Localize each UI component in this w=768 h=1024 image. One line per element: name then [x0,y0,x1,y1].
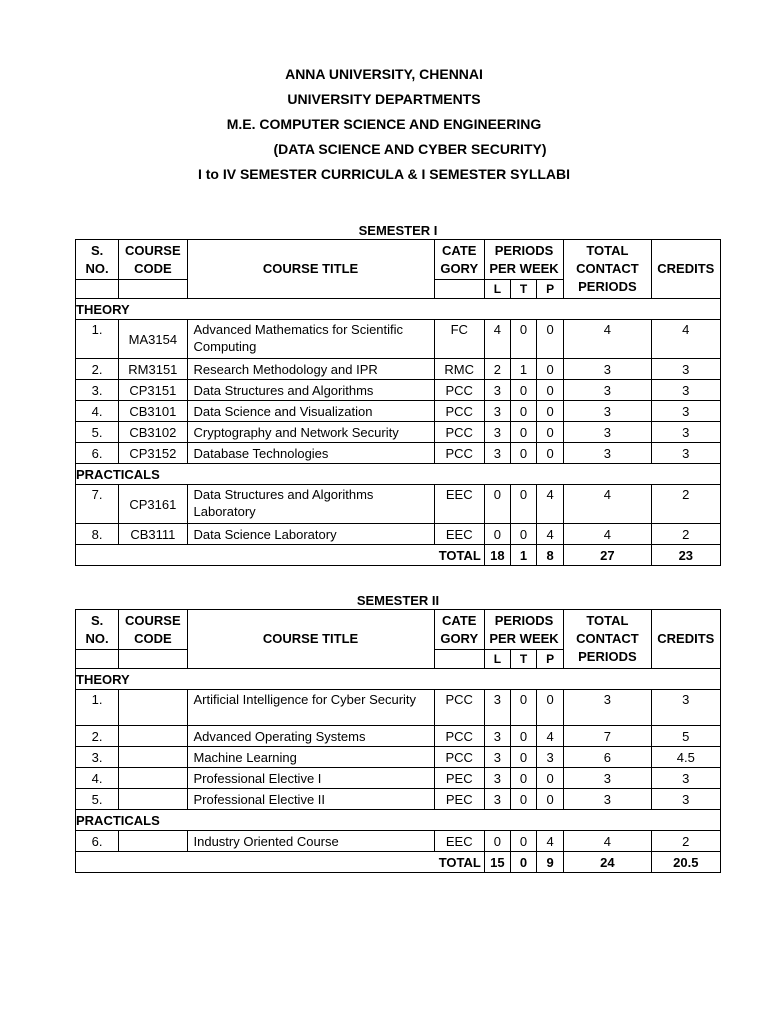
table-row [76,831,721,852]
cell-title: Professional Elective II [187,789,434,810]
cell-sno: 6. [76,443,119,464]
cell-code: CP3161 [119,485,187,524]
cell-credits: 2 [651,524,720,545]
cell-code [119,789,187,810]
cell-contact: 3 [564,768,651,789]
cell-p: 0 [537,380,564,401]
cell-sno: 4. [76,401,119,422]
cell-cat: RMC [434,359,484,380]
cell-p: 0 [537,359,564,380]
col-contact: TOTAL CONTACT PERIODS [564,610,651,669]
cell-sno: 3. [76,380,119,401]
cell-cat: PEC [434,789,484,810]
table-row [76,768,721,789]
departments-heading: UNIVERSITY DEPARTMENTS [287,91,481,107]
col-code: COURSE CODE [119,240,187,280]
cell-title: Data Structures and Algorithms Laboratory [187,485,434,524]
section-practicals-label: PRACTICALS [76,810,721,831]
cell-p: 4 [537,831,564,852]
cell-t: 0 [510,380,536,401]
cell-code: CB3102 [119,422,187,443]
cell-credits: 3 [651,768,720,789]
cell-l: 3 [484,422,510,443]
cell-t: 0 [510,726,536,747]
cell-credits: 3 [651,443,720,464]
cell-p: 0 [537,401,564,422]
cell-title: Machine Learning [187,747,434,768]
cell-t: 0 [510,747,536,768]
cell-cat: PEC [434,768,484,789]
section-practicals [76,810,721,831]
total-l: 15 [484,852,510,873]
col-credits: CREDITS [651,610,720,669]
table-row [76,789,721,810]
cell-code [119,831,187,852]
cell-l: 0 [484,485,510,524]
cell-sno: 4. [76,768,119,789]
col-code: COURSE CODE [119,610,187,650]
cell-credits: 3 [651,422,720,443]
col-p: P [537,650,564,669]
cell-sno: 1. [76,320,119,359]
cell-p: 4 [537,726,564,747]
col-sno: S. NO. [76,240,119,280]
cell-title: Advanced Operating Systems [187,726,434,747]
col-title: COURSE TITLE [187,610,434,669]
cell-p: 0 [537,320,564,359]
cell-t: 0 [510,831,536,852]
cell-code: RM3151 [119,359,187,380]
cell-contact: 3 [564,443,651,464]
total-label: TOTAL [76,545,485,566]
col-category: CATE GORY [434,610,484,650]
cell-title: Advanced Mathematics for Scientific Computing [187,320,434,359]
col-p: P [537,280,564,299]
cell-credits: 4.5 [651,747,720,768]
cell-contact: 3 [564,422,651,443]
section-practicals-label: PRACTICALS [76,464,721,485]
cell-credits: 3 [651,789,720,810]
cell-code: CP3152 [119,443,187,464]
section-practicals [76,464,721,485]
cell-cat: PCC [434,380,484,401]
cell-cat: PCC [434,401,484,422]
cell-sno: 5. [76,422,119,443]
table-row [76,359,721,380]
section-theory [76,299,721,320]
cell-title: Data Structures and Algorithms [187,380,434,401]
cell-credits: 3 [651,401,720,422]
cell-credits: 2 [651,831,720,852]
cell-l: 0 [484,831,510,852]
table-row [76,422,721,443]
cell-p: 0 [537,690,564,726]
cell-l: 3 [484,380,510,401]
cell-title: Industry Oriented Course [187,831,434,852]
cell-code [119,690,187,726]
cell-p: 0 [537,789,564,810]
specialization-heading: (DATA SCIENCE AND CYBER SECURITY) [273,141,547,157]
cell-title: Database Technologies [187,443,434,464]
table-row [76,747,721,768]
cell-p: 4 [537,524,564,545]
section-theory-label: THEORY [76,669,721,690]
cell-contact: 4 [564,524,651,545]
col-contact: TOTAL CONTACT PERIODS [564,240,651,299]
section-theory-label: THEORY [76,299,721,320]
table-row [76,726,721,747]
cell-t: 0 [510,320,536,359]
cell-l: 3 [484,401,510,422]
cell-l: 3 [484,690,510,726]
cell-sno: 3. [76,747,119,768]
cell-title: Professional Elective I [187,768,434,789]
cell-sno: 1. [76,690,119,726]
table-row [76,485,721,524]
cell-p: 0 [537,443,564,464]
cell-contact: 4 [564,831,651,852]
col-periods: PERIODS PER WEEK [484,610,563,650]
semester-1-table [75,239,721,566]
table-row [76,380,721,401]
col-credits: CREDITS [651,240,720,299]
total-credits: 20.5 [651,852,720,873]
total-credits: 23 [651,545,720,566]
cell-t: 0 [510,422,536,443]
cell-title: Cryptography and Network Security [187,422,434,443]
cell-title: Data Science and Visualization [187,401,434,422]
cell-cat: PCC [434,726,484,747]
cell-cat: EEC [434,831,484,852]
cell-contact: 7 [564,726,651,747]
total-l: 18 [484,545,510,566]
total-t: 0 [510,852,536,873]
cell-t: 0 [510,485,536,524]
col-t: T [510,650,536,669]
cell-code: MA3154 [119,320,187,359]
cell-l: 3 [484,768,510,789]
total-row [76,852,721,873]
cell-l: 3 [484,726,510,747]
cell-cat: PCC [434,422,484,443]
cell-credits: 3 [651,690,720,726]
cell-cat: EEC [434,524,484,545]
semester-1-title: SEMESTER I [358,223,438,238]
table-row [76,320,721,359]
total-t: 1 [510,545,536,566]
cell-contact: 3 [564,401,651,422]
total-contact: 24 [564,852,651,873]
cell-sno: 2. [76,359,119,380]
document-header [0,64,768,189]
cell-l: 4 [484,320,510,359]
cell-l: 3 [484,747,510,768]
cell-code: CB3111 [119,524,187,545]
cell-code [119,747,187,768]
col-l: L [484,280,510,299]
cell-t: 0 [510,690,536,726]
col-periods: PERIODS PER WEEK [484,240,563,280]
cell-cat: PCC [434,747,484,768]
cell-credits: 4 [651,320,720,359]
section-theory [76,669,721,690]
cell-sno: 2. [76,726,119,747]
cell-cat: FC [434,320,484,359]
cell-p: 3 [537,747,564,768]
cell-contact: 6 [564,747,651,768]
cell-credits: 3 [651,380,720,401]
cell-l: 0 [484,524,510,545]
cell-p: 4 [537,485,564,524]
col-title: COURSE TITLE [187,240,434,299]
cell-cat: EEC [434,485,484,524]
cell-sno: 7. [76,485,119,524]
col-category: CATE GORY [434,240,484,280]
cell-p: 0 [537,768,564,789]
table-row [76,690,721,726]
cell-l: 3 [484,789,510,810]
cell-credits: 5 [651,726,720,747]
table-row [76,524,721,545]
cell-contact: 3 [564,789,651,810]
cell-p: 0 [537,422,564,443]
cell-l: 3 [484,443,510,464]
cell-contact: 4 [564,485,651,524]
cell-t: 0 [510,443,536,464]
university-name: ANNA UNIVERSITY, CHENNAI [285,66,483,82]
cell-title: Research Methodology and IPR [187,359,434,380]
programme-heading: M.E. COMPUTER SCIENCE AND ENGINEERING [226,116,542,132]
cell-t: 0 [510,401,536,422]
cell-cat: PCC [434,443,484,464]
cell-credits: 2 [651,485,720,524]
cell-contact: 3 [564,690,651,726]
total-row [76,545,721,566]
col-l: L [484,650,510,669]
cell-t: 0 [510,789,536,810]
total-contact: 27 [564,545,651,566]
cell-t: 0 [510,768,536,789]
cell-l: 2 [484,359,510,380]
cell-title: Artificial Intelligence for Cyber Security [187,690,434,726]
col-t: T [510,280,536,299]
cell-contact: 3 [564,380,651,401]
total-p: 9 [537,852,564,873]
cell-t: 0 [510,524,536,545]
semester-2-table [75,609,721,873]
semester-2-title: SEMESTER II [356,593,440,608]
cell-credits: 3 [651,359,720,380]
cell-code [119,726,187,747]
cell-code: CB3101 [119,401,187,422]
cell-contact: 3 [564,359,651,380]
cell-code: CP3151 [119,380,187,401]
total-p: 8 [537,545,564,566]
cell-code [119,768,187,789]
col-sno: S. NO. [76,610,119,650]
cell-title: Data Science Laboratory [187,524,434,545]
cell-contact: 4 [564,320,651,359]
cell-cat: PCC [434,690,484,726]
table-row [76,401,721,422]
curricula-heading: I to IV SEMESTER CURRICULA & I SEMESTER SYLLABI [197,166,571,182]
cell-t: 1 [510,359,536,380]
cell-sno: 5. [76,789,119,810]
cell-sno: 8. [76,524,119,545]
cell-sno: 6. [76,831,119,852]
total-label: TOTAL [76,852,485,873]
table-row [76,443,721,464]
